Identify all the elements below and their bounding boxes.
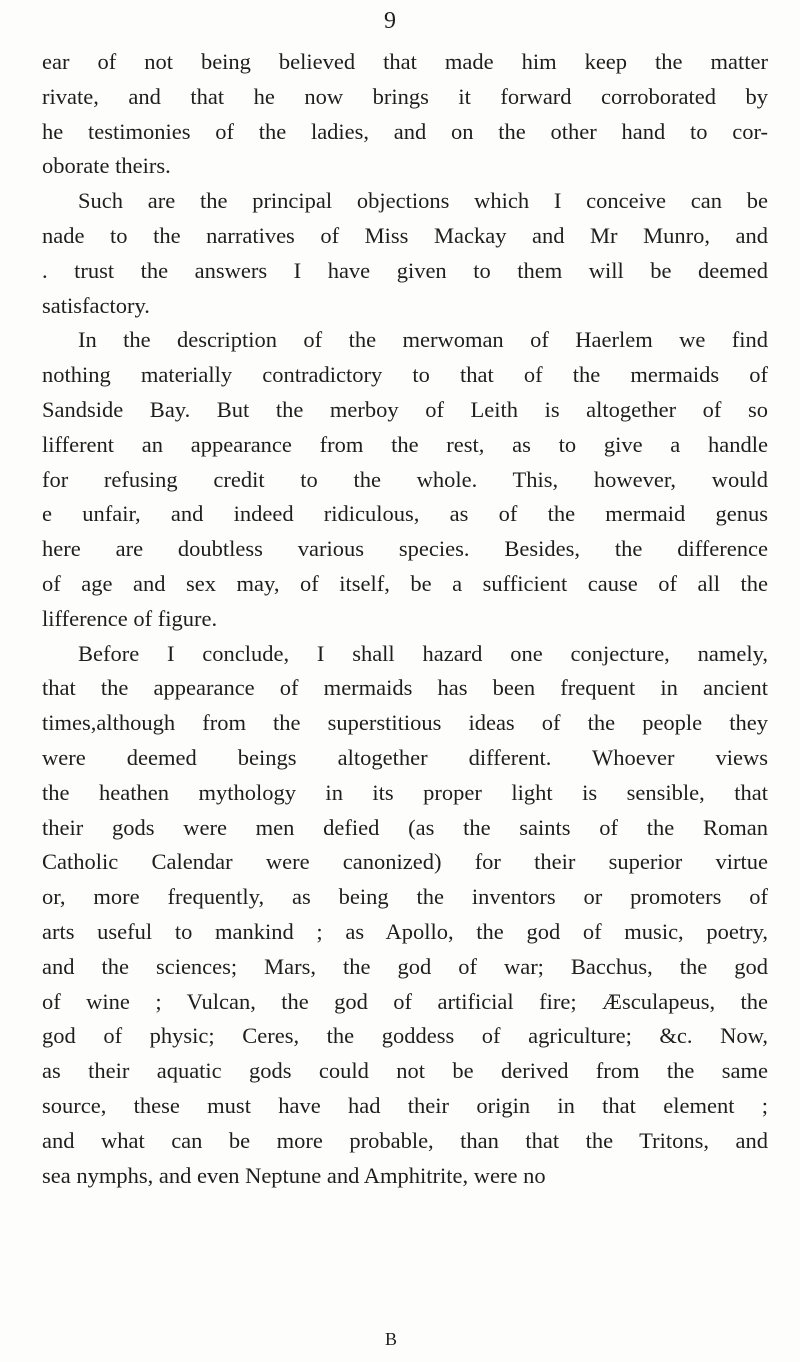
text-line-content: their gods were men defied (as the saints of the Roman bbox=[42, 814, 768, 840]
text-line-content: or, more frequently, as being the inventors or promoters of bbox=[42, 884, 768, 910]
text-line-content: Such are the principal objections which I conceive can be bbox=[78, 188, 768, 214]
text-line bbox=[0, 497, 790, 532]
text-line bbox=[0, 915, 790, 950]
text-line bbox=[0, 115, 790, 150]
text-line bbox=[0, 393, 790, 428]
text-line-content: and the sciences; Mars, the god of war; Bacchus, the god bbox=[42, 953, 768, 979]
text-line bbox=[0, 637, 790, 672]
text-line bbox=[0, 776, 790, 811]
text-line-content: rivate, and that he now brings it forward corroborated by bbox=[42, 83, 768, 109]
text-line bbox=[0, 985, 790, 1020]
text-line-content: ear of not being believed that made him keep the matter bbox=[42, 49, 768, 74]
signature-mark bbox=[0, 1327, 800, 1351]
text-line bbox=[0, 950, 790, 985]
text-line bbox=[0, 1159, 790, 1194]
text-line-content: Sandside Bay. But the merboy of Leith is altogether of so bbox=[42, 396, 768, 422]
text-line-content: oborate theirs. bbox=[42, 153, 171, 179]
text-line bbox=[0, 1124, 790, 1159]
text-line bbox=[0, 1089, 790, 1124]
text-line-content: Catholic Calendar were canonized) for their superior virtue bbox=[42, 849, 768, 875]
text-line-content: as their aquatic gods could not be derived from the same bbox=[42, 1058, 768, 1084]
text-line bbox=[0, 219, 790, 254]
text-line-content: . trust the answers I have given to them will be deemed bbox=[42, 257, 768, 283]
text-line bbox=[0, 741, 790, 776]
text-line-content: that the appearance of mermaids has been frequent in ancient bbox=[42, 675, 768, 701]
text-line-content: sea nymphs, and even Neptune and Amphitrite, were no bbox=[42, 1162, 546, 1188]
text-line-content: In the description of the merwoman of Haerlem we find bbox=[78, 327, 768, 353]
text-line bbox=[0, 1019, 790, 1054]
text-line bbox=[0, 671, 790, 706]
text-line bbox=[0, 463, 790, 498]
page-number: 9 bbox=[384, 8, 396, 34]
body-text bbox=[0, 45, 790, 1193]
text-line-content: nade to the narratives of Miss Mackay and Mr Munro, and bbox=[42, 222, 768, 248]
text-line bbox=[0, 845, 790, 880]
text-line bbox=[0, 567, 790, 602]
text-line bbox=[0, 149, 790, 184]
text-line bbox=[0, 289, 790, 324]
text-line-content: times,although from the superstitious ideas of the people they bbox=[42, 710, 768, 736]
text-line bbox=[0, 80, 790, 115]
text-line-content: of age and sex may, of itself, be a sufficient cause of all the bbox=[42, 570, 768, 596]
text-line-content: lifference of figure. bbox=[42, 605, 218, 631]
text-line bbox=[0, 532, 790, 567]
text-line-content: e unfair, and indeed ridiculous, as of the mermaid genus bbox=[42, 501, 768, 527]
text-line-content: source, these must have had their origin in that element ; bbox=[42, 1092, 768, 1118]
text-line-content: lifferent an appearance from the rest, as to give a handle bbox=[42, 431, 768, 457]
text-line-content: satisfactory. bbox=[42, 292, 150, 318]
text-line bbox=[0, 602, 790, 637]
text-line-content: here are doubtless various species. Besides, the difference bbox=[42, 536, 768, 562]
text-line bbox=[0, 880, 790, 915]
text-line bbox=[0, 254, 790, 289]
text-line bbox=[0, 323, 790, 358]
text-line bbox=[0, 358, 790, 393]
text-line-content: he testimonies of the ladies, and on the other hand to cor- bbox=[42, 118, 768, 144]
text-line-content: god of physic; Ceres, the goddess of agriculture; &c. Now, bbox=[42, 1023, 768, 1049]
text-line-content: the heathen mythology in its proper light is sensible, that bbox=[42, 779, 768, 805]
text-line bbox=[0, 706, 790, 741]
text-line bbox=[0, 45, 790, 80]
text-line-content: nothing materially contradictory to that of the mermaids of bbox=[42, 362, 768, 388]
text-line-content: of wine ; Vulcan, the god of artificial fire; Æsculapeus, the bbox=[42, 988, 768, 1014]
text-line bbox=[0, 811, 790, 846]
text-line-content: for refusing credit to the whole. This, however, would bbox=[42, 466, 768, 492]
signature-letter: B bbox=[384, 1329, 397, 1349]
text-line-content: arts useful to mankind ; as Apollo, the god of music, poetry, bbox=[42, 918, 768, 944]
text-line bbox=[0, 184, 790, 219]
text-line-content: were deemed beings altogether different. Whoever views bbox=[42, 744, 768, 770]
text-line-content: Before I conclude, I shall hazard one conjecture, namely, bbox=[78, 640, 768, 666]
text-line-content: and what can be more probable, than that the Tritons, and bbox=[42, 1127, 768, 1153]
text-line bbox=[0, 1054, 790, 1089]
text-line bbox=[0, 428, 790, 463]
